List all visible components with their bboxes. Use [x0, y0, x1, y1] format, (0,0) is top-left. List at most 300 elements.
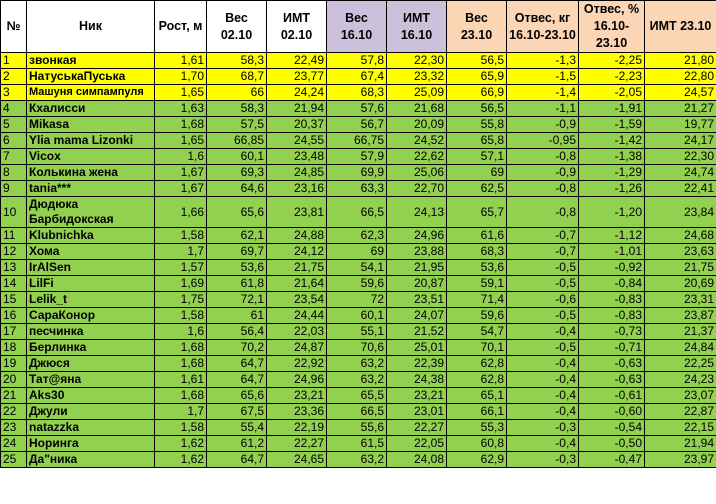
cell-num: 2 [1, 69, 27, 85]
cell-height: 1,70 [155, 69, 207, 85]
cell-weight-0210: 70,2 [207, 340, 267, 356]
cell-loss-pct: -0,63 [579, 356, 645, 372]
cell-loss-kg: -0,4 [507, 372, 579, 388]
cell-nick: Mikasa [27, 117, 155, 133]
cell-weight-1610: 55,6 [327, 420, 387, 436]
cell-weight-1610: 70,6 [327, 340, 387, 356]
cell-bmi-2310: 22,25 [645, 356, 716, 372]
cell-weight-2310: 62,5 [447, 181, 507, 197]
cell-loss-kg: -0,5 [507, 260, 579, 276]
cell-loss-kg: -0,8 [507, 181, 579, 197]
cell-weight-2310: 59,6 [447, 308, 507, 324]
cell-height: 1,61 [155, 372, 207, 388]
cell-loss-kg: -0,4 [507, 324, 579, 340]
cell-num: 1 [1, 53, 27, 69]
cell-bmi-2310: 24,17 [645, 133, 716, 149]
cell-nick: песчинка [27, 324, 155, 340]
cell-weight-0210: 65,6 [207, 197, 267, 228]
cell-height: 1,62 [155, 436, 207, 452]
table-row [1, 69, 716, 85]
cell-bmi-0210: 23,77 [267, 69, 327, 85]
cell-weight-2310: 60,8 [447, 436, 507, 452]
cell-loss-kg: -0,3 [507, 452, 579, 468]
cell-weight-1610: 63,3 [327, 181, 387, 197]
cell-weight-1610: 56,7 [327, 117, 387, 133]
cell-nick: СараКонор [27, 308, 155, 324]
cell-weight-0210: 56,4 [207, 324, 267, 340]
header-num: № [1, 1, 27, 53]
cell-weight-0210: 64,7 [207, 452, 267, 468]
cell-weight-2310: 68,3 [447, 244, 507, 260]
cell-num: 23 [1, 420, 27, 436]
cell-bmi-2310: 23,97 [645, 452, 716, 468]
cell-weight-2310: 66,9 [447, 85, 507, 101]
cell-num: 17 [1, 324, 27, 340]
cell-bmi-0210: 23,21 [267, 388, 327, 404]
cell-num: 6 [1, 133, 27, 149]
cell-num: 7 [1, 149, 27, 165]
cell-weight-0210: 60,1 [207, 149, 267, 165]
cell-weight-2310: 59,1 [447, 276, 507, 292]
cell-loss-kg: -1,5 [507, 69, 579, 85]
cell-loss-pct: -0,73 [579, 324, 645, 340]
cell-loss-kg: -0,5 [507, 276, 579, 292]
header-weight-0210: Вес 02.10 [207, 1, 267, 53]
cell-weight-1610: 66,5 [327, 404, 387, 420]
cell-bmi-2310: 21,27 [645, 101, 716, 117]
cell-loss-pct: -0,84 [579, 276, 645, 292]
table-row [1, 324, 716, 340]
cell-weight-0210: 55,4 [207, 420, 267, 436]
cell-loss-kg: -0,3 [507, 420, 579, 436]
cell-height: 1,68 [155, 117, 207, 133]
cell-loss-pct: -1,29 [579, 165, 645, 181]
cell-bmi-2310: 23,87 [645, 308, 716, 324]
cell-height: 1,61 [155, 53, 207, 69]
cell-loss-pct: -0,54 [579, 420, 645, 436]
cell-bmi-0210: 24,85 [267, 165, 327, 181]
cell-loss-pct: -0,83 [579, 308, 645, 324]
cell-loss-kg: -0,9 [507, 117, 579, 133]
cell-bmi-0210: 22,19 [267, 420, 327, 436]
cell-height: 1,7 [155, 244, 207, 260]
cell-num: 13 [1, 260, 27, 276]
cell-bmi-0210: 23,16 [267, 181, 327, 197]
cell-loss-kg: -0,7 [507, 228, 579, 244]
cell-weight-2310: 65,1 [447, 388, 507, 404]
cell-nick: Берлинка [27, 340, 155, 356]
cell-bmi-2310: 21,80 [645, 53, 716, 69]
cell-weight-0210: 65,6 [207, 388, 267, 404]
cell-height: 1,75 [155, 292, 207, 308]
table-row [1, 388, 716, 404]
cell-bmi-0210: 23,81 [267, 197, 327, 228]
cell-bmi-2310: 19,77 [645, 117, 716, 133]
cell-loss-pct: -2,25 [579, 53, 645, 69]
cell-weight-2310: 55,8 [447, 117, 507, 133]
cell-bmi-0210: 21,94 [267, 101, 327, 117]
cell-bmi-0210: 24,55 [267, 133, 327, 149]
cell-loss-pct: -1,01 [579, 244, 645, 260]
cell-weight-2310: 57,1 [447, 149, 507, 165]
cell-num: 20 [1, 372, 27, 388]
cell-bmi-1610: 23,51 [387, 292, 447, 308]
cell-weight-1610: 57,8 [327, 53, 387, 69]
table-row [1, 85, 716, 101]
cell-loss-kg: -0,5 [507, 340, 579, 356]
table-row [1, 308, 716, 324]
cell-loss-kg: -0,8 [507, 197, 579, 228]
cell-loss-pct: -2,23 [579, 69, 645, 85]
cell-num: 25 [1, 452, 27, 468]
cell-nick: Klubnichka [27, 228, 155, 244]
cell-weight-0210: 64,6 [207, 181, 267, 197]
cell-weight-1610: 69 [327, 244, 387, 260]
cell-weight-2310: 65,7 [447, 197, 507, 228]
cell-weight-0210: 64,7 [207, 356, 267, 372]
cell-bmi-1610: 23,32 [387, 69, 447, 85]
table-row [1, 133, 716, 149]
cell-loss-pct: -0,47 [579, 452, 645, 468]
cell-weight-1610: 66,75 [327, 133, 387, 149]
cell-num: 9 [1, 181, 27, 197]
cell-loss-kg: -0,4 [507, 388, 579, 404]
cell-weight-2310: 62,9 [447, 452, 507, 468]
cell-bmi-1610: 23,21 [387, 388, 447, 404]
cell-height: 1,58 [155, 308, 207, 324]
cell-nick: Lelik_t [27, 292, 155, 308]
cell-bmi-1610: 24,52 [387, 133, 447, 149]
cell-bmi-0210: 22,49 [267, 53, 327, 69]
cell-bmi-1610: 22,27 [387, 420, 447, 436]
cell-loss-pct: -2,05 [579, 85, 645, 101]
cell-bmi-1610: 25,06 [387, 165, 447, 181]
cell-height: 1,6 [155, 149, 207, 165]
cell-weight-1610: 72 [327, 292, 387, 308]
cell-bmi-1610: 23,01 [387, 404, 447, 420]
cell-loss-kg: -0,4 [507, 436, 579, 452]
cell-bmi-2310: 24,23 [645, 372, 716, 388]
cell-weight-1610: 69,9 [327, 165, 387, 181]
cell-nick: Да"ника [27, 452, 155, 468]
cell-loss-pct: -0,50 [579, 436, 645, 452]
cell-loss-kg: -0,95 [507, 133, 579, 149]
cell-num: 5 [1, 117, 27, 133]
cell-bmi-1610: 22,62 [387, 149, 447, 165]
cell-weight-2310: 55,3 [447, 420, 507, 436]
cell-bmi-1610: 20,09 [387, 117, 447, 133]
table-row [1, 404, 716, 420]
cell-weight-1610: 59,6 [327, 276, 387, 292]
cell-weight-1610: 54,1 [327, 260, 387, 276]
cell-loss-kg: -1,3 [507, 53, 579, 69]
cell-bmi-2310: 21,75 [645, 260, 716, 276]
cell-bmi-0210: 22,92 [267, 356, 327, 372]
cell-loss-kg: -0,7 [507, 244, 579, 260]
cell-nick: Дюдюка Барбидокская [27, 197, 155, 228]
cell-weight-2310: 70,1 [447, 340, 507, 356]
cell-weight-2310: 65,9 [447, 69, 507, 85]
cell-height: 1,58 [155, 420, 207, 436]
cell-bmi-2310: 22,80 [645, 69, 716, 85]
cell-weight-0210: 61,2 [207, 436, 267, 452]
cell-bmi-2310: 24,74 [645, 165, 716, 181]
cell-num: 16 [1, 308, 27, 324]
cell-num: 11 [1, 228, 27, 244]
cell-height: 1,65 [155, 85, 207, 101]
cell-num: 22 [1, 404, 27, 420]
cell-num: 24 [1, 436, 27, 452]
cell-num: 8 [1, 165, 27, 181]
table-row [1, 53, 716, 69]
cell-bmi-2310: 22,41 [645, 181, 716, 197]
cell-loss-pct: -0,71 [579, 340, 645, 356]
cell-bmi-0210: 21,64 [267, 276, 327, 292]
cell-weight-2310: 71,4 [447, 292, 507, 308]
cell-height: 1,62 [155, 452, 207, 468]
cell-bmi-2310: 23,63 [645, 244, 716, 260]
cell-bmi-0210: 24,65 [267, 452, 327, 468]
cell-weight-1610: 57,6 [327, 101, 387, 117]
cell-weight-1610: 65,5 [327, 388, 387, 404]
header-bmi-1610: ИМТ 16.10 [387, 1, 447, 53]
cell-bmi-1610: 25,09 [387, 85, 447, 101]
cell-weight-1610: 61,5 [327, 436, 387, 452]
cell-loss-kg: -1,4 [507, 85, 579, 101]
cell-height: 1,67 [155, 181, 207, 197]
cell-bmi-1610: 24,38 [387, 372, 447, 388]
cell-loss-kg: -0,4 [507, 404, 579, 420]
cell-nick: Vicox [27, 149, 155, 165]
cell-nick: natazzka [27, 420, 155, 436]
cell-weight-0210: 62,1 [207, 228, 267, 244]
cell-height: 1,68 [155, 340, 207, 356]
cell-bmi-2310: 22,15 [645, 420, 716, 436]
cell-weight-2310: 56,5 [447, 101, 507, 117]
cell-weight-1610: 57,9 [327, 149, 387, 165]
cell-height: 1,65 [155, 133, 207, 149]
cell-weight-0210: 69,3 [207, 165, 267, 181]
cell-weight-1610: 68,3 [327, 85, 387, 101]
cell-loss-pct: -1,20 [579, 197, 645, 228]
cell-bmi-2310: 23,07 [645, 388, 716, 404]
cell-weight-1610: 63,2 [327, 452, 387, 468]
cell-bmi-0210: 23,54 [267, 292, 327, 308]
cell-loss-pct: -1,91 [579, 101, 645, 117]
cell-num: 19 [1, 356, 27, 372]
cell-nick: tania*** [27, 181, 155, 197]
cell-nick: IrAlSen [27, 260, 155, 276]
cell-weight-1610: 66,5 [327, 197, 387, 228]
cell-num: 21 [1, 388, 27, 404]
cell-weight-0210: 57,5 [207, 117, 267, 133]
cell-loss-pct: -0,83 [579, 292, 645, 308]
cell-num: 3 [1, 85, 27, 101]
cell-loss-kg: -0,9 [507, 165, 579, 181]
cell-num: 18 [1, 340, 27, 356]
cell-weight-0210: 61 [207, 308, 267, 324]
cell-bmi-0210: 22,27 [267, 436, 327, 452]
cell-bmi-1610: 24,07 [387, 308, 447, 324]
cell-weight-1610: 67,4 [327, 69, 387, 85]
header-weight-1610: Вес 16.10 [327, 1, 387, 53]
table-row [1, 436, 716, 452]
cell-bmi-0210: 21,75 [267, 260, 327, 276]
cell-height: 1,68 [155, 356, 207, 372]
cell-nick: Джули [27, 404, 155, 420]
cell-bmi-0210: 24,87 [267, 340, 327, 356]
cell-weight-2310: 61,6 [447, 228, 507, 244]
cell-loss-kg: -0,6 [507, 292, 579, 308]
cell-nick: Aks30 [27, 388, 155, 404]
header-height: Рост, м [155, 1, 207, 53]
cell-weight-0210: 66 [207, 85, 267, 101]
cell-bmi-0210: 24,44 [267, 308, 327, 324]
cell-num: 15 [1, 292, 27, 308]
cell-bmi-1610: 25,01 [387, 340, 447, 356]
cell-bmi-1610: 22,70 [387, 181, 447, 197]
cell-weight-0210: 66,85 [207, 133, 267, 149]
cell-nick: Хома [27, 244, 155, 260]
cell-loss-kg: -0,4 [507, 356, 579, 372]
cell-bmi-1610: 24,13 [387, 197, 447, 228]
cell-weight-1610: 62,3 [327, 228, 387, 244]
cell-bmi-0210: 24,96 [267, 372, 327, 388]
cell-bmi-1610: 24,08 [387, 452, 447, 468]
table-row [1, 197, 716, 228]
cell-weight-0210: 72,1 [207, 292, 267, 308]
cell-nick: Колькина жена [27, 165, 155, 181]
cell-bmi-2310: 23,84 [645, 197, 716, 228]
cell-weight-0210: 53,6 [207, 260, 267, 276]
cell-weight-2310: 65,8 [447, 133, 507, 149]
table-row [1, 165, 716, 181]
cell-weight-2310: 62,8 [447, 356, 507, 372]
cell-num: 14 [1, 276, 27, 292]
cell-weight-1610: 60,1 [327, 308, 387, 324]
cell-weight-0210: 58,3 [207, 101, 267, 117]
table-row [1, 117, 716, 133]
cell-weight-1610: 55,1 [327, 324, 387, 340]
cell-bmi-2310: 23,31 [645, 292, 716, 308]
cell-weight-2310: 62,8 [447, 372, 507, 388]
cell-loss-pct: -1,12 [579, 228, 645, 244]
cell-num: 10 [1, 197, 27, 228]
cell-nick: Ylia mama Lizonki [27, 133, 155, 149]
cell-nick: звонкая [27, 53, 155, 69]
cell-num: 4 [1, 101, 27, 117]
cell-bmi-0210: 24,24 [267, 85, 327, 101]
cell-height: 1,66 [155, 197, 207, 228]
cell-loss-kg: -0,8 [507, 149, 579, 165]
cell-bmi-1610: 21,95 [387, 260, 447, 276]
cell-loss-pct: -0,61 [579, 388, 645, 404]
cell-bmi-1610: 22,05 [387, 436, 447, 452]
cell-height: 1,57 [155, 260, 207, 276]
cell-bmi-2310: 21,94 [645, 436, 716, 452]
cell-bmi-0210: 23,48 [267, 149, 327, 165]
table-row [1, 340, 716, 356]
cell-loss-kg: -1,1 [507, 101, 579, 117]
cell-weight-1610: 63,2 [327, 372, 387, 388]
header-bmi-0210: ИМТ 02.10 [267, 1, 327, 53]
cell-bmi-0210: 22,03 [267, 324, 327, 340]
cell-weight-0210: 67,5 [207, 404, 267, 420]
table-row [1, 260, 716, 276]
cell-bmi-1610: 21,52 [387, 324, 447, 340]
cell-weight-2310: 66,1 [447, 404, 507, 420]
cell-weight-0210: 69,7 [207, 244, 267, 260]
cell-nick: Норинга [27, 436, 155, 452]
cell-bmi-1610: 22,39 [387, 356, 447, 372]
cell-loss-pct: -1,26 [579, 181, 645, 197]
table-row [1, 372, 716, 388]
cell-loss-pct: -1,59 [579, 117, 645, 133]
cell-bmi-1610: 22,30 [387, 53, 447, 69]
cell-loss-pct: -0,60 [579, 404, 645, 420]
cell-weight-0210: 64,7 [207, 372, 267, 388]
table-row [1, 292, 716, 308]
cell-bmi-1610: 23,88 [387, 244, 447, 260]
cell-loss-pct: -0,92 [579, 260, 645, 276]
cell-bmi-2310: 24,84 [645, 340, 716, 356]
cell-loss-pct: -1,38 [579, 149, 645, 165]
cell-height: 1,63 [155, 101, 207, 117]
cell-bmi-0210: 24,12 [267, 244, 327, 260]
cell-bmi-0210: 20,37 [267, 117, 327, 133]
table-row [1, 452, 716, 468]
cell-bmi-1610: 21,68 [387, 101, 447, 117]
cell-weight-0210: 61,8 [207, 276, 267, 292]
cell-weight-1610: 63,2 [327, 356, 387, 372]
cell-loss-pct: -1,42 [579, 133, 645, 149]
table-row [1, 244, 716, 260]
cell-height: 1,69 [155, 276, 207, 292]
header-loss-pct: Отвес, % 16.10-23.10 [579, 1, 645, 53]
cell-nick: НатуськаПуська [27, 69, 155, 85]
table-row [1, 149, 716, 165]
cell-loss-pct: -0,63 [579, 372, 645, 388]
cell-bmi-1610: 20,87 [387, 276, 447, 292]
cell-weight-0210: 58,3 [207, 53, 267, 69]
header-bmi-2310: ИМТ 23.10 [645, 1, 716, 53]
cell-bmi-2310: 22,87 [645, 404, 716, 420]
table-row [1, 101, 716, 117]
cell-weight-2310: 56,5 [447, 53, 507, 69]
table-row [1, 356, 716, 372]
cell-bmi-0210: 23,36 [267, 404, 327, 420]
cell-num: 12 [1, 244, 27, 260]
cell-weight-0210: 68,7 [207, 69, 267, 85]
cell-height: 1,7 [155, 404, 207, 420]
cell-bmi-2310: 21,37 [645, 324, 716, 340]
table-row [1, 420, 716, 436]
cell-bmi-2310: 20,69 [645, 276, 716, 292]
cell-bmi-2310: 24,57 [645, 85, 716, 101]
cell-weight-2310: 54,7 [447, 324, 507, 340]
header-loss-kg: Отвес, кг 16.10-23.10 [507, 1, 579, 53]
cell-height: 1,68 [155, 388, 207, 404]
cell-bmi-0210: 24,88 [267, 228, 327, 244]
cell-nick: Машуня симпампуля [27, 85, 155, 101]
cell-bmi-2310: 22,30 [645, 149, 716, 165]
table-row [1, 276, 716, 292]
header-row [1, 1, 716, 53]
header-weight-2310: Вес 23.10 [447, 1, 507, 53]
cell-loss-kg: -0,5 [507, 308, 579, 324]
cell-height: 1,58 [155, 228, 207, 244]
cell-bmi-1610: 24,96 [387, 228, 447, 244]
